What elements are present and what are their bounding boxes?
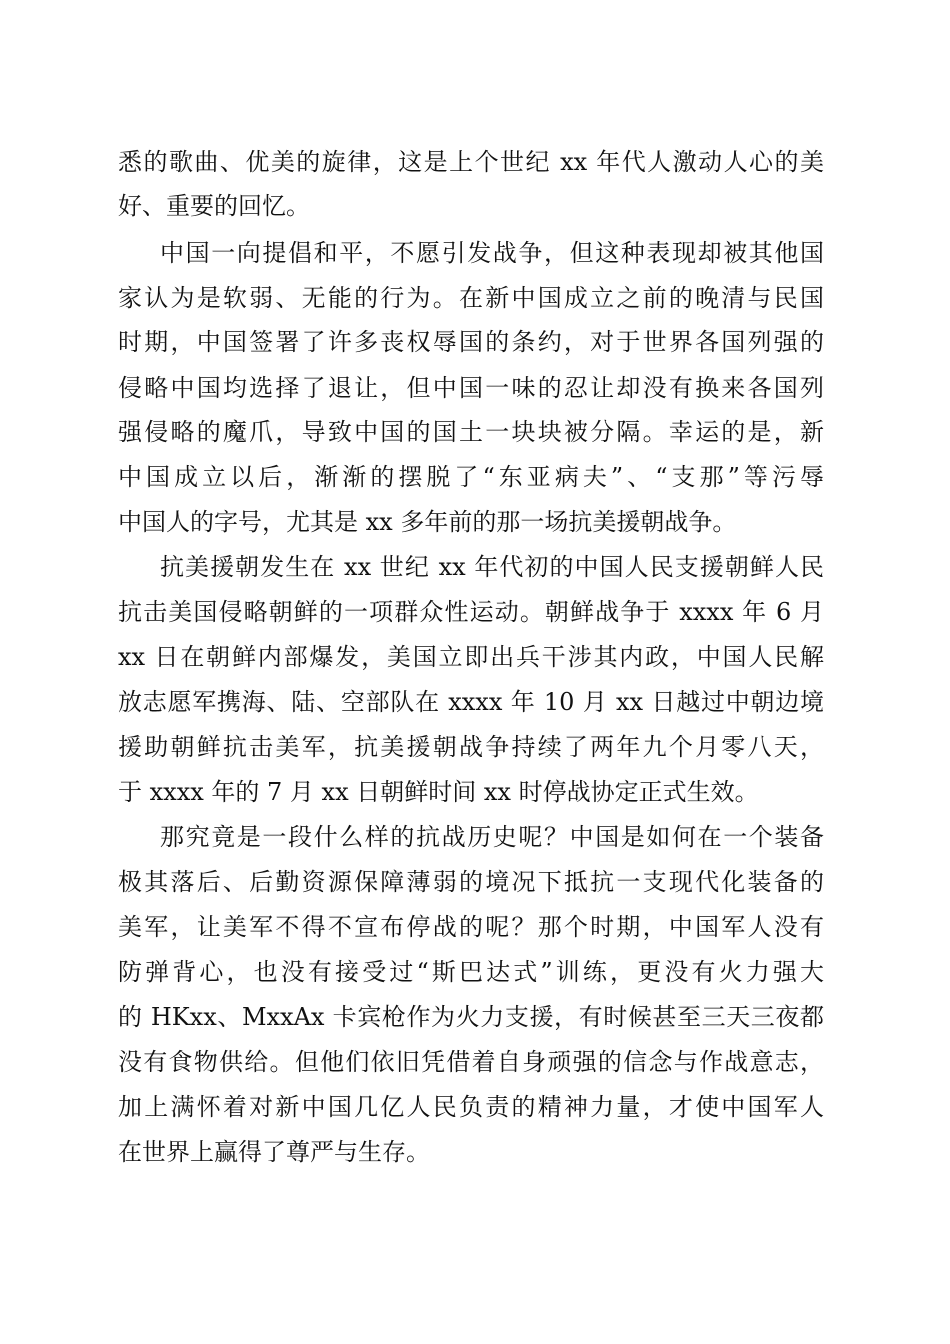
paragraph-line: 防弹背心，也没有接受过“斯巴达式”训练，更没有火力强大 [118, 958, 824, 986]
paragraph-line: 家认为是软弱、无能的行为。在新中国成立之前的晚清与民国 [118, 284, 824, 312]
paragraph-line: 在世界上赢得了尊严与生存。 [118, 1138, 430, 1166]
paragraph-line: 的 HKxx、MxxAx 卡宾枪作为火力支援，有时候甚至三天三夜都 [118, 1003, 824, 1031]
paragraph-line: 没有食物供给。但他们依旧凭借着自身顽强的信念与作战意志， [118, 1048, 824, 1076]
paragraph-line: 那究竟是一段什么样的抗战历史呢？中国是如何在一个装备 [160, 823, 824, 851]
paragraph-line: 抗美援朝发生在 xx 世纪 xx 年代初的中国人民支援朝鲜人民 [160, 553, 824, 581]
paragraph-line: 放志愿军携海、陆、空部队在 xxxx 年 10 月 xx 日越过中朝边境 [118, 688, 824, 716]
paragraph-line: 强侵略的魔爪，导致中国的国土一块块被分隔。幸运的是，新 [118, 418, 824, 446]
paragraph-line: 好、重要的回忆。 [118, 192, 310, 220]
paragraph-line: 时期，中国签署了许多丧权辱国的条约，对于世界各国列强的 [118, 328, 824, 356]
paragraph-line: 加上满怀着对新中国几亿人民负责的精神力量，才使中国军人 [118, 1093, 824, 1121]
paragraph-line: 悉的歌曲、优美的旋律，这是上个世纪 xx 年代人激动人心的美 [118, 148, 824, 176]
paragraph-line: 极其落后、后勤资源保障薄弱的境况下抵抗一支现代化装备的 [118, 868, 824, 896]
paragraph-line: 于 xxxx 年的 7 月 xx 日朝鲜时间 xx 时停战协定正式生效。 [118, 778, 759, 806]
paragraph-line: 侵略中国均选择了退让，但中国一味的忍让却没有换来各国列 [118, 374, 824, 402]
paragraph-line: xx 日在朝鲜内部爆发，美国立即出兵干涉其内政，中国人民解 [118, 643, 824, 671]
paragraph-line: 中国人的字号，尤其是 xx 多年前的那一场抗美援朝战争。 [118, 508, 737, 536]
paragraph-line: 美军，让美军不得不宣布停战的呢？那个时期，中国军人没有 [118, 913, 824, 941]
paragraph-line: 援助朝鲜抗击美军，抗美援朝战争持续了两年九个月零八天， [118, 733, 824, 761]
paragraph-line: 中国成立以后，渐渐的摆脱了“东亚病夫”、“支那”等污辱 [118, 463, 824, 491]
paragraph-line: 抗击美国侵略朝鲜的一项群众性运动。朝鲜战争于 xxxx 年 6 月 [118, 598, 824, 626]
paragraph-line: 中国一向提倡和平，不愿引发战争，但这种表现却被其他国 [160, 239, 824, 267]
